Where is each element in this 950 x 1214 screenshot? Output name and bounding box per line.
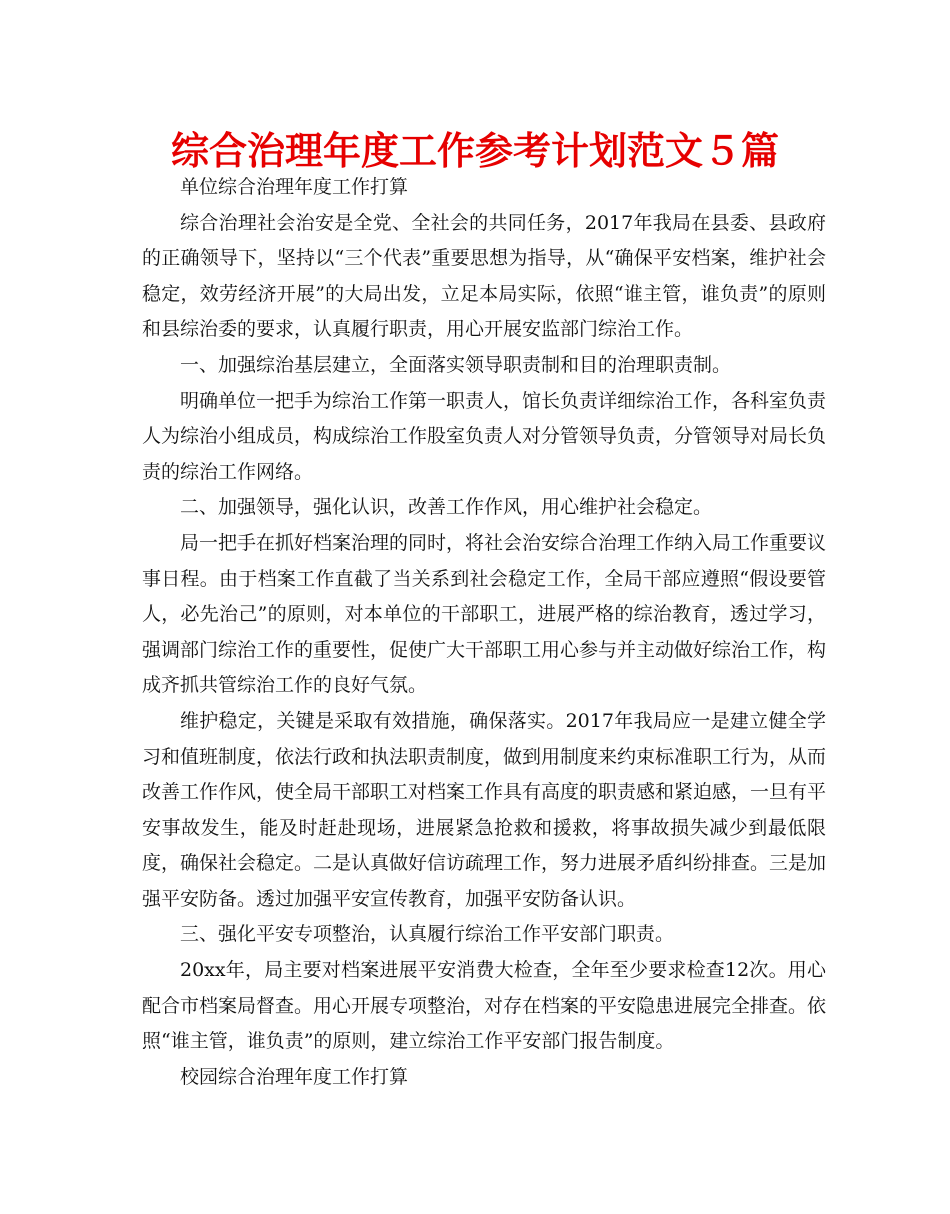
paragraph: 20xx年，局主要对档案进展平安消费大检查，全年至少要求检查12次。用心配合市档案局督查。用心开展专项整治，对存在档案的平安隐患进展完全排查。依照“谁主管，谁负责”的原则，建立综治工作平安部门报告制度。 (142, 959, 827, 1053)
subsection-heading: 二、加强领导，强化认识，改善工作作风，用心维护社会稳定。 (180, 496, 713, 519)
subsection-heading: 一、加强综治基层建立，全面落实领导职责制和目的治理职责制。 (180, 353, 732, 376)
section-heading: 校园综合治理年度工作打算 (180, 1065, 409, 1088)
document-body (142, 170, 826, 1095)
paragraph: 综合治理社会治安是全党、全社会的共同任务，2017年我局在县委、县政府的正确领导下，坚持以“三个代表”重要思想为指导，从“确保平安档案，维护社会稳定，效劳经济开展”的大局出发，立足本局实际，依照“谁主管，谁负责”的原则和县综治委的要求，认真履行职责，用心开展安监部门综治工作。 (142, 211, 826, 341)
document-title: 综合治理年度工作参考计划范文５篇 (170, 129, 779, 173)
paragraph: 明确单位一把手为综治工作第一职责人，馆长负责详细综治工作，各科室负责人为综治小组成员，构成综治工作股室负责人对分管领导负责，分管领导对局长负责的综治工作网络。 (142, 389, 827, 483)
paragraph: 维护稳定，关键是采取有效措施，确保落实。2017年我局应一是建立健全学习和值班制度，依法行政和执法职责制度，做到用制度来约束标准职工行为，从而改善工作作风，使全局干部职工对档案工作具有高度的职责感和紧迫感，一旦有平安事故发生，能及时赶赴现场，进展紧急抢救和援救，将事故损失减少到最低限度，确保社会稳定。二是认真做好信访疏理工作，努力进展矛盾纠纷排查。三是加强平安防备。透过加强平安宣传教育，加强平安防备认识。 (142, 709, 827, 910)
subsection-heading: 三、强化平安专项整治，认真履行综治工作平安部门职责。 (180, 923, 675, 946)
paragraph: 局一把手在抓好档案治理的同时，将社会治安综合治理工作纳入局工作重要议事日程。由于档案工作直截了当关系到社会稳定工作，全局干部应遵照“假设要管人，必先治己”的原则，对本单位的干部职工，进展严格的综治教育，透过学习，强调部门综治工作的重要性，促使广大干部职工用心参与并主动做好综治工作，构成齐抓共管综治工作的良好气氛。 (142, 531, 827, 697)
section-heading: 单位综合治理年度工作打算 (180, 176, 409, 198)
